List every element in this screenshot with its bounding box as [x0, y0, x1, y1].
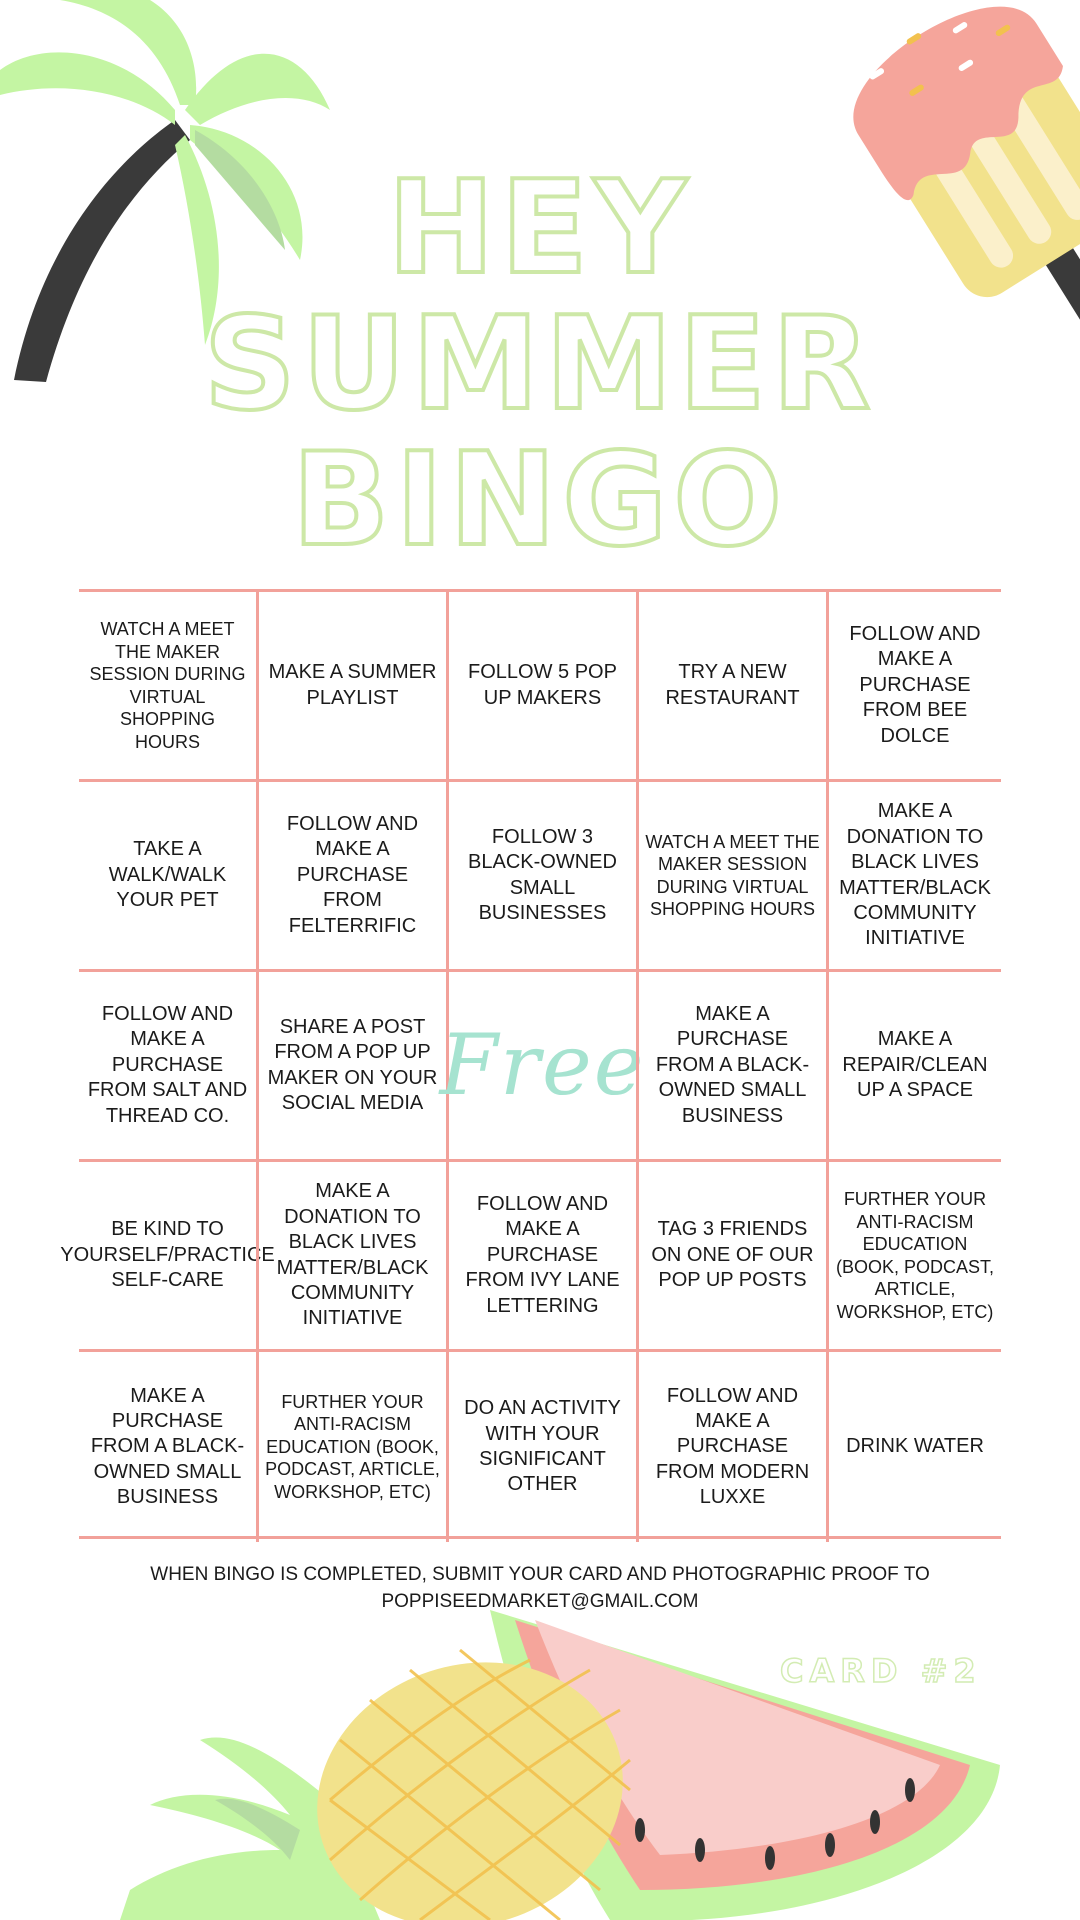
bingo-cell: MAKE A SUMMER PLAYLIST	[256, 592, 446, 782]
instructions-line: WHEN BINGO IS COMPLETED, SUBMIT YOUR CARD AND PHOTOGRAPHIC PROOF TO	[150, 1564, 930, 1585]
bingo-cell: DRINK WATER	[826, 1352, 1001, 1542]
bingo-cell: MAKE A DONATION TO BLACK LIVES MATTER/BLACK COMMUNITY INITIATIVE	[826, 782, 1001, 972]
bingo-cell: FURTHER YOUR ANTI-RACISM EDUCATION (BOOK, PODCAST, ARTICLE, WORKSHOP, ETC)	[826, 1162, 1001, 1352]
bingo-cell: FOLLOW 5 POP UP MAKERS	[446, 592, 636, 782]
title-line-summer: SUMMER	[203, 290, 877, 439]
title-line-bingo: BINGO	[291, 426, 789, 575]
bingo-cell: SHARE A POST FROM A POP UP MAKER ON YOUR SOCIAL MEDIA	[256, 972, 446, 1162]
email-address: POPPISEEDMARKET@GMAIL.COM	[381, 1591, 699, 1612]
bingo-cell: WATCH A MEET THE MAKER SESSION DURING VIRTUAL SHOPPING HOURS	[636, 782, 826, 972]
bingo-cell: DO AN ACTIVITY WITH YOUR SIGNIFICANT OTHER	[446, 1352, 636, 1542]
bingo-cell: TAKE A WALK/WALK YOUR PET	[79, 782, 256, 972]
bingo-cell: FOLLOW 3 BLACK-OWNED SMALL BUSINESSES	[446, 782, 636, 972]
bingo-cell: MAKE A PURCHASE FROM A BLACK-OWNED SMALL BUSINESS	[90, 1384, 245, 1509]
bingo-cell: MAKE A PURCHASE FROM A BLACK-OWNED SMALL BUSINESS	[636, 972, 826, 1162]
bingo-cell: TRY A NEW RESTAURANT	[636, 592, 826, 782]
bingo-cell: FOLLOW AND MAKE A PURCHASE FROM BEE DOLCE	[826, 592, 1001, 782]
bingo-cell: FOLLOW AND MAKE A PURCHASE FROM IVY LANE LETTERING	[446, 1162, 636, 1352]
card-number: CARD #2	[780, 1652, 982, 1690]
bingo-cell: MAKE A REPAIR/CLEAN UP A SPACE	[826, 972, 1001, 1162]
bingo-cell: FOLLOW AND MAKE A PURCHASE FROM FELTERRIFIC	[256, 782, 446, 972]
bingo-cell: FOLLOW AND MAKE A PURCHASE FROM MODERN LUXXE	[636, 1352, 826, 1542]
bingo-cell: MAKE A DONATION TO BLACK LIVES MATTER/BLACK COMMUNITY INITIATIVE	[256, 1162, 446, 1352]
fruit-decoration	[0, 1590, 1080, 1920]
bingo-cell: TAG 3 FRIENDS ON ONE OF OUR POP UP POSTS	[636, 1162, 826, 1352]
bingo-cell: FURTHER YOUR ANTI-RACISM EDUCATION (BOOK, PODCAST, ARTICLE, WORKSHOP, ETC)	[256, 1352, 446, 1542]
title-line-hey: HEY	[387, 154, 693, 303]
bingo-cell: BE KIND TO YOURSELF/PRACTICE SELF-CARE	[79, 1162, 256, 1352]
page-title	[0, 154, 1080, 575]
bingo-cell: WATCH A MEET THE MAKER SESSION DURING VIRTUAL SHOPPING HOURS	[79, 592, 256, 782]
bingo-grid	[60, 589, 1001, 1539]
bingo-cell: FOLLOW AND MAKE A PURCHASE FROM SALT AND THREAD CO.	[79, 972, 256, 1162]
free-space: Free	[446, 972, 636, 1162]
